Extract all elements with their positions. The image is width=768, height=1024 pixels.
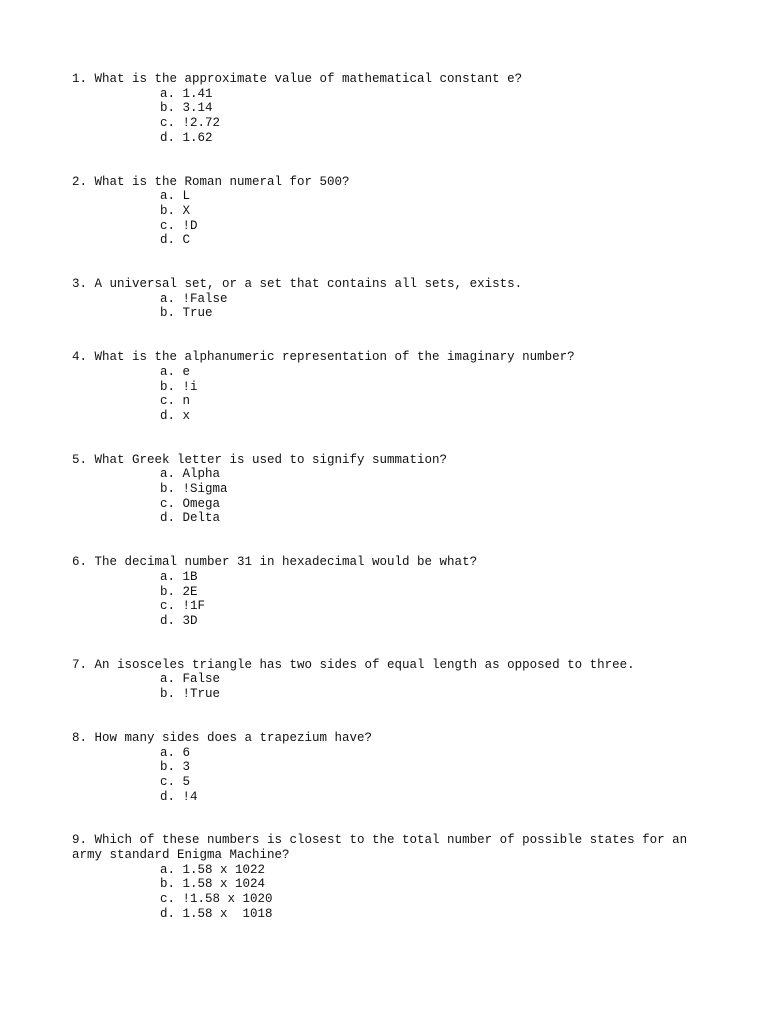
answer-option: b. 2E	[160, 584, 198, 599]
question-text: 9. Which of these numbers is closest to the total number of possible states for an army standard Enigma Machine?	[72, 833, 695, 863]
answer-option: d. 1.58 x 1018	[160, 906, 273, 921]
answer-option: d. Delta	[160, 511, 221, 526]
question-text: 8. How many sides does a trapezium have?	[72, 730, 373, 745]
question-text: 5. What Greek letter is used to signify summation?	[72, 452, 448, 467]
answer-option: d. !4	[160, 789, 198, 804]
question-2	[72, 175, 702, 249]
question-6	[72, 555, 702, 629]
answer-option: d. 3D	[160, 613, 198, 628]
answer-option: c. !2.72	[160, 116, 221, 131]
answer-option: c. !1.58 x 1020	[160, 892, 273, 907]
answer-option: b. X	[160, 203, 191, 218]
answer-option: a. 1.41	[160, 86, 213, 101]
answer-option: d. x	[160, 408, 191, 423]
question-text: 3. A universal set, or a set that contains all sets, exists.	[72, 277, 523, 292]
answer-option: a. L	[160, 189, 191, 204]
answer-option: a. e	[160, 364, 191, 379]
answer-option: c. n	[160, 394, 191, 409]
answer-option: b. 3	[160, 760, 191, 775]
answer-option: b. 3.14	[160, 101, 213, 116]
question-3	[72, 277, 702, 321]
answer-option: b. 1.58 x 1024	[160, 877, 266, 892]
quiz-document	[72, 72, 702, 951]
question-5	[72, 453, 702, 527]
answer-option: a. 1.58 x 1022	[160, 862, 266, 877]
question-text: 6. The decimal number 31 in hexadecimal would be what?	[72, 555, 478, 570]
answer-option: b. !i	[160, 379, 198, 394]
answer-option: a. !False	[160, 291, 228, 306]
answer-option: a. 6	[160, 745, 191, 760]
answer-option: b. True	[160, 306, 213, 321]
question-7	[72, 658, 702, 702]
answer-option: d. 1.62	[160, 130, 213, 145]
question-text: 4. What is the alphanumeric representation of the imaginary number?	[72, 350, 575, 365]
question-text: 1. What is the approximate value of mathematical constant e?	[72, 72, 523, 86]
answer-option: a. False	[160, 672, 221, 687]
answer-option: a. Alpha	[160, 467, 221, 482]
answer-option: b. !Sigma	[160, 482, 228, 497]
question-4	[72, 350, 702, 424]
answer-option: c. 5	[160, 774, 191, 789]
answer-option: a. 1B	[160, 569, 198, 584]
question-8	[72, 731, 702, 805]
question-text: 2. What is the Roman numeral for 500?	[72, 174, 350, 189]
answer-option: c. !D	[160, 218, 198, 233]
question-9	[72, 833, 702, 921]
answer-option: b. !True	[160, 687, 221, 702]
answer-option: c. !1F	[160, 599, 206, 614]
answer-option: c. Omega	[160, 496, 221, 511]
question-text: 7. An isosceles triangle has two sides of equal length as opposed to three.	[72, 657, 635, 672]
answer-option: d. C	[160, 233, 191, 248]
question-1	[72, 72, 702, 146]
